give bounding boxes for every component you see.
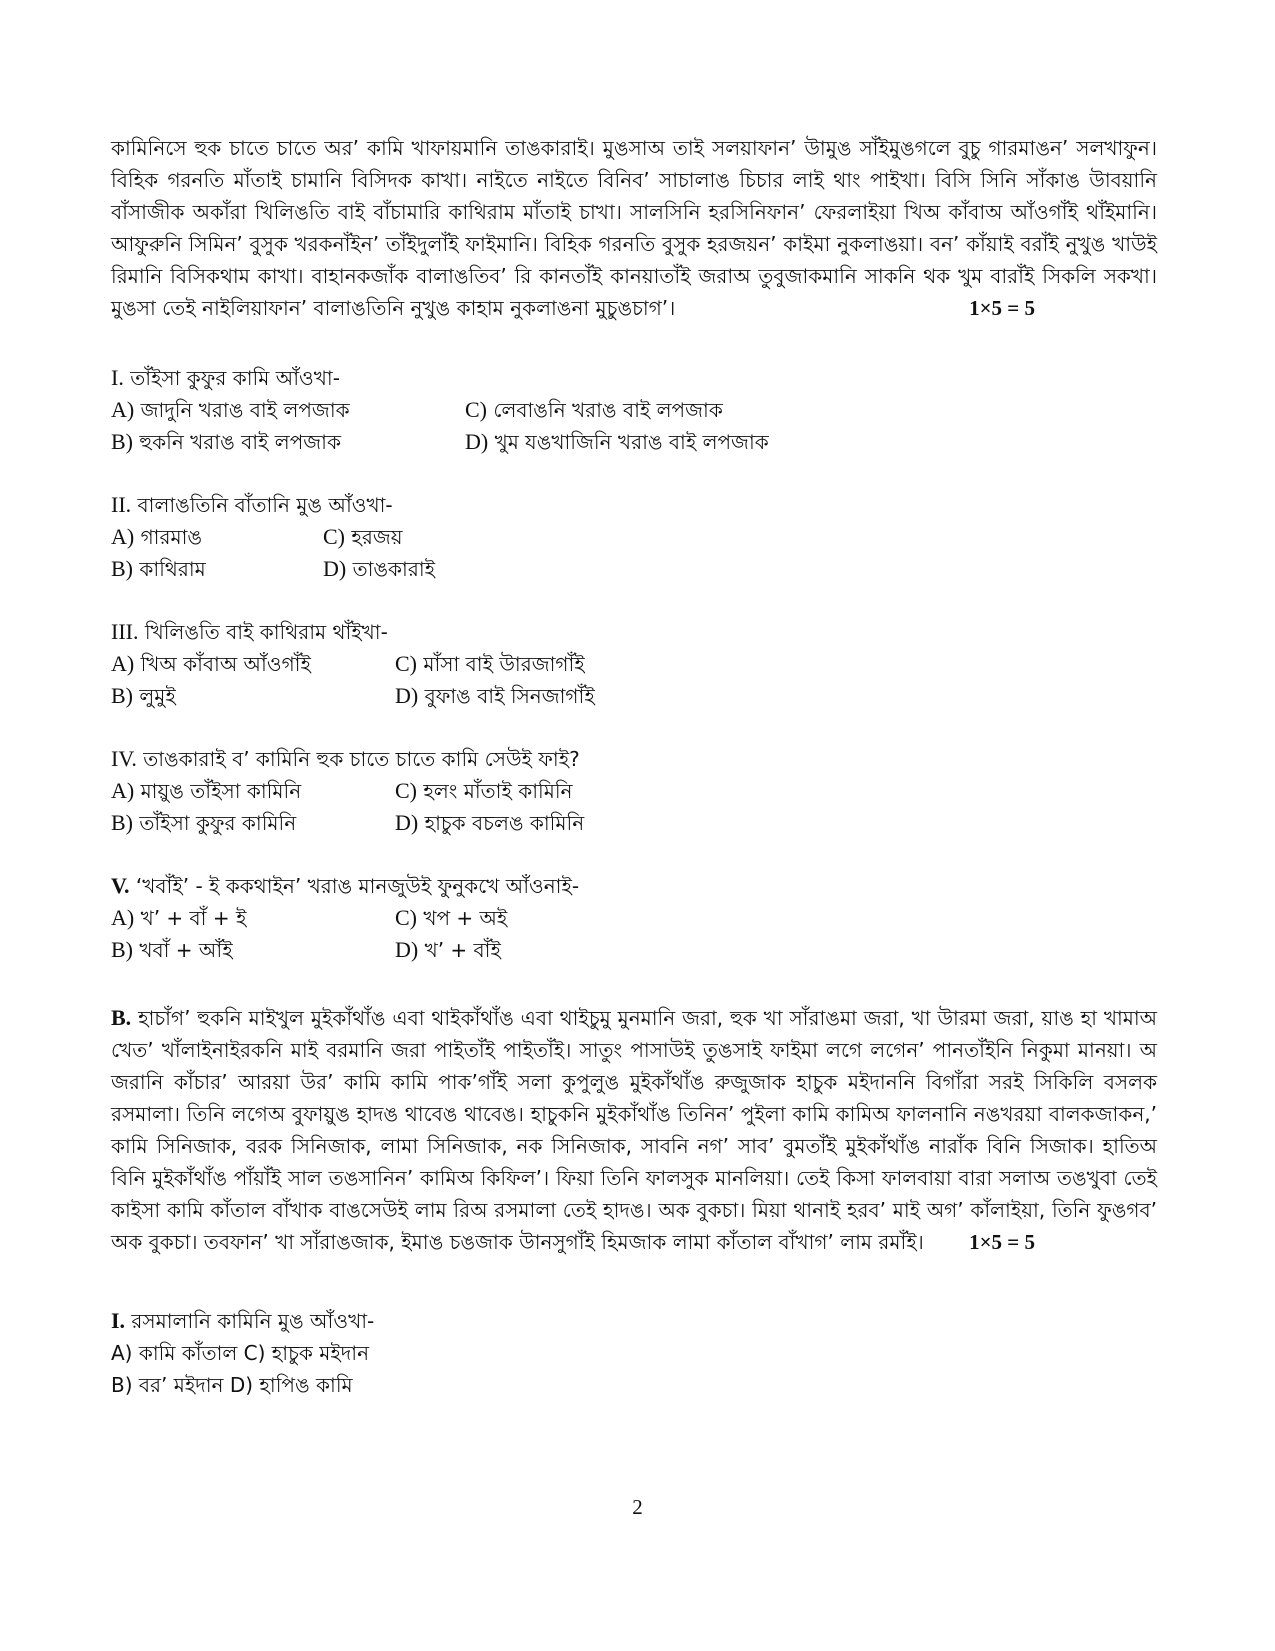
question-4-number: IV. — [111, 746, 137, 771]
passage-b-text: হাচাঁগ’ হুকনি মাইখুল মুইকাঁথাঁঙ এবা থাইকাঁথাঁঙ এবা থাইচুমু মুনমানি জরা, হুক খা সাঁরাঙমা জরা, খা উারমা জরা, য়াঙ হা খামাঅ খেত’ খাঁলাইনাইরকনি মাই বরমানি জরা পাইতাঁই পাইতাঁই। সাতুং পাসাউই তুঙসাই ফাইমা লগে লগেন’ পানতাঁইনি নিকুমা মানয়া। অ জরানি কাঁচার’ আরয়া উর’ কামি কামি পাক’গাঁই সলা কুপুলুঙ মুইকাঁথাঁঙ রুজুজাক হাচুক মইদাননি বিগাঁরা সরই সিকিলি বসলক রসমালা। তিনি লগেঅ বুফায়ুঙ হাদঙ থাবেঙ থাবেঙ। হাচুকনি মুইকাঁথাঁঙ তিনিন’ পুইলা কামি কামিঅ ফালনানি নঙখরয়া বালকজাকন,’ কামি সিনিজাক, বরক সিনিজাক, লামা সিনিজাক, নক সিনিজাক, সাবনি নগ’ সাব’ বুমতাঁই মুইকাঁথাঁঙ নারাঁক বিনি সিজাক। হাতিঅ বিনি মুইকাঁথাঁঙ পাঁয়াঁই সাল তঙসানিন’ কামিঅ কিফিল’। ফিয়া তিনি ফালসুক মানলিয়া। তেই কিসা ফালবায়া বারা সলাঅ তঙখুবা তেই কাইসা কামি কাঁতাল বাঁখাক বাঙসেউই লাম রিঅ রসমালা তেই হাদঙ। অক বুকচা। মিয়া থানাই হরব’ মাই অগ’ কাঁলাইয়া, তিনি ফুঙগব’ অক বুকচা। তবফান’ খা সাঁরাঙজাক, ইমাঙ চঙজাক উানসুগাঁই হিমজাক লামা কাঁতাল বাঁখাগ’ লাম রমাঁই। — [111, 1006, 1157, 1254]
section-b-question-1-text: রসমালানি কামিনি মুঙ আঁওখা- — [131, 1309, 375, 1333]
question-2-option-c: C) হরজয় — [323, 524, 403, 549]
section-b-question-1 — [111, 1305, 374, 1337]
question-1-option-a: A) জাদুনি খরাঙ বাই লপজাক — [111, 397, 350, 422]
section-b-question-1-options-line-2: B) বর’ মইদান D) হাপিঙ কামি — [111, 1373, 353, 1397]
question-4 — [111, 743, 580, 775]
question-3-option-a: A) খিঅ কাঁবাঅ আঁওগাঁই — [111, 651, 311, 676]
question-1 — [111, 362, 340, 394]
question-3-option-b: B) লুমুই — [111, 683, 176, 708]
question-5-number: V. — [111, 873, 130, 898]
question-5-option-c: C) খপ + অই — [395, 905, 508, 930]
section-b-question-1-number: I. — [111, 1308, 126, 1333]
question-5 — [111, 870, 579, 902]
question-3-option-c: C) মাঁসা বাই উারজাগাঁই — [395, 651, 585, 676]
passage-b — [111, 1002, 1157, 1258]
question-3-number: III. — [111, 619, 139, 644]
question-3-text: খিলিঙতি বাই কাথিরাম থাঁইখা- — [144, 620, 388, 644]
question-5-text: ‘খবাঁই’ - ই ককথাইন’ খরাঙ মানজুউই ফুনুকখে আঁওনাই- — [135, 874, 580, 898]
question-3-option-d: D) বুফাঙ বাই সিনজাগাঁই — [395, 683, 595, 708]
question-1-number: I. — [111, 365, 124, 390]
question-5-option-b: B) খবাঁ + আঁই — [111, 937, 233, 962]
passage-a-marks: 1×5 = 5 — [969, 296, 1035, 320]
passage-a-text: কামিনিসে হুক চাতে চাতে অর’ কামি খাফায়মানি তাঙকারাই। মুঙসাঅ তাই সলয়াফান’ উামুঙ সাঁইমুঙগলে বুচু গারমাঙন’ সলখাফুন। বিহিক গরনতি মাঁতাই চামানি বিসিদক কাখা। নাইতে নাইতে বিনিব’ সাচালাঙ চিচার লাই থাং পাইখা। বিসি সিনি সাঁকাঙ উাবয়ানি বাঁসাজীক অকাঁরা খিলিঙতি বাই বাঁচামারি কাথিরাম মাঁতাই চাখা। সালসিনি হরসিনিফান’ ফেরলাইয়া খিঅ কাঁবাঅ আঁওগাঁই থাঁইমানি। আফুরুনি সিমিন’ বুসুক খরকনাঁইন’ তাঁইদুলাঁই ফাইমানি। বিহিক গরনতি বুসুক হরজয়ন’ কাইমা নুকলাঙয়া। বন’ কাঁয়াই বরাঁই নুখুঙ খাউই রিমানি বিসিকথাম কাখা। বাহানকজাঁক বালাঙতিব’ রি কানতাঁই কানয়াতাঁই জরাঅ তুবুজাকমানি সাকনি থক খুম বারাঁই সিকলি সকখা। মুঙসা তেই নাইলিয়াফান’ বালাঙতিনি নুখুঙ কাহাম নুকলাঙনা মুচুঙচাগ’। — [111, 136, 1157, 320]
question-1-option-c: C) লেবাঙনি খরাঙ বাই লপজাক — [465, 397, 723, 422]
question-4-option-a: A) মায়ুঙ তাঁইসা কামিনি — [111, 778, 302, 803]
question-2 — [111, 489, 393, 521]
question-4-option-c: C) হলং মাঁতাই কামিনি — [395, 778, 573, 803]
question-2-text: বালাঙতিনি বাঁতানি মুঙ আঁওখা- — [137, 493, 393, 517]
question-2-option-a: A) গারমাঙ — [111, 524, 203, 549]
question-4-option-d: D) হাচুক বচলঙ কামিনি — [395, 810, 585, 835]
section-b-question-1-options-line-1: A) কামি কাঁতাল C) হাচুক মইদান — [111, 1341, 370, 1365]
passage-a — [111, 132, 1157, 324]
question-2-option-d: D) তাঙকারাই — [323, 556, 436, 581]
question-5-option-d: D) খ’ + বাঁই — [395, 937, 501, 962]
question-1-text: তাঁইসা কুফুর কামি আঁওখা- — [130, 366, 340, 390]
question-4-option-b: B) তাঁইসা কুফুর কামিনি — [111, 810, 297, 835]
question-1-option-d: D) খুম যঙখাজিনি খরাঙ বাই লপজাক — [465, 429, 769, 454]
question-2-number: II. — [111, 492, 132, 517]
question-4-text: তাঙকারাই ব’ কামিনি হুক চাতে চাতে কামি সেউই ফাই? — [143, 747, 580, 771]
question-2-option-b: B) কাথিরাম — [111, 556, 206, 581]
passage-b-marks: 1×5 = 5 — [969, 1230, 1035, 1254]
page-number: 2 — [632, 1495, 643, 1519]
section-b-label: B. — [111, 1005, 132, 1030]
question-3 — [111, 616, 388, 648]
question-5-option-a: A) খ’ + বাঁ + ই — [111, 905, 247, 930]
question-1-option-b: B) হুকনি খরাঙ বাই লপজাক — [111, 429, 341, 454]
